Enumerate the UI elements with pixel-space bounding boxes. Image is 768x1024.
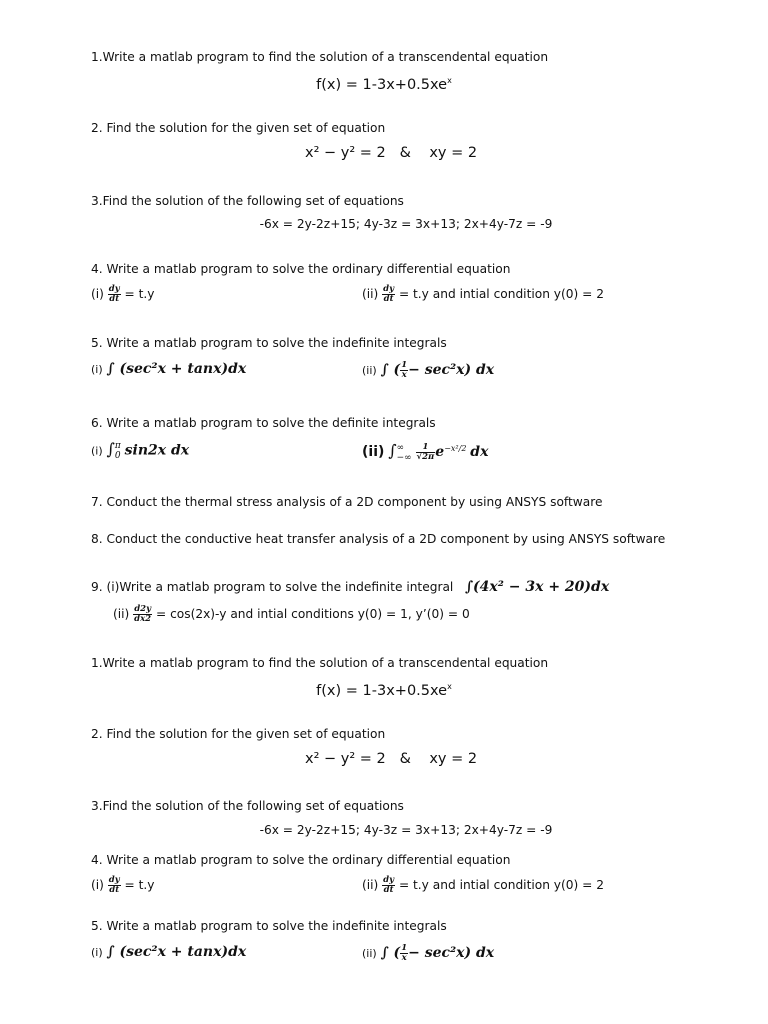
q5-text-repeat: 5. Write a matlab program to solve the indefinite integrals	[91, 919, 447, 933]
q8-text: 8. Conduct the conductive heat transfer analysis of a 2D component by using ANSYS software	[91, 532, 666, 546]
q1-equation-repeat: $f(x) = 1-3x+0.5xe^x$	[316, 682, 452, 699]
q4-part-i: (i) $\frac{dy}{dt}$ = t.y	[91, 284, 155, 304]
q4-text: 4. Write a matlab program to solve the ordinary differential equation	[91, 262, 511, 276]
q2-text: 2. Find the solution for the given set of equation	[91, 121, 386, 135]
q9-part-i: 9. (i)Write a matlab program to solve the indefinite integral ∫(4x² − 3x + 20)dx	[91, 579, 610, 595]
q4-part-ii: (ii) $\frac{dy}{dt}$ = t.y and intial condition y(0) = 2	[362, 284, 604, 304]
q3-text-repeat: 3.Find the solution of the following set of equations	[91, 799, 404, 813]
q2-equation: x² − y² = 2 & xy = 2	[305, 145, 478, 161]
q1-equation: $f(x) = 1-3x+0.5xe^x$	[316, 76, 452, 93]
q1-text-repeat: 1.Write a matlab program to find the solution of a transcendental equation	[91, 656, 549, 670]
q2-equation-repeat: x² − y² = 2 & xy = 2	[305, 751, 478, 767]
q4-part-i-repeat: (i) $\frac{dy}{dt}$ = t.y	[91, 875, 155, 895]
q5-part-i: (i) ∫ (sec²x + tanx)dx	[91, 361, 247, 377]
q9-part-ii: (ii) $\frac{d2y}{dx2}$ = cos(2x)-y and intial conditions y(0) = 1, y’(0) = 0	[113, 604, 470, 624]
q5-part-ii: (ii) ∫ ( $\frac{1}{x}$ − sec²x) dx	[362, 360, 495, 380]
q6-part-ii: (ii) ∫ ∞ −∞ $\frac{1}{√2\pi}$ $e^{-x^2/2}$ dx	[362, 441, 489, 463]
q3-equation-repeat: -6x = 2y-2z+15; 4y-3z = 3x+13; 2x+4y-7z = -9	[259, 823, 553, 837]
q5-part-ii-repeat: (ii) ∫ ( $\frac{1}{x}$ − sec²x) dx	[362, 943, 495, 963]
q7-text: 7. Conduct the thermal stress analysis of a 2D component by using ANSYS software	[91, 495, 603, 509]
q2-text-repeat: 2. Find the solution for the given set of equation	[91, 727, 386, 741]
q6-part-i: (i) ∫ π 0 sin2x dx	[91, 439, 190, 461]
q1-text: 1.Write a matlab program to find the solution of a transcendental equation	[91, 50, 549, 64]
q4-part-ii-repeat: (ii) $\frac{dy}{dt}$ = t.y and intial condition y(0) = 2	[362, 875, 604, 895]
q3-equation: -6x = 2y-2z+15; 4y-3z = 3x+13; 2x+4y-7z = -9	[259, 217, 553, 231]
q5-text: 5. Write a matlab program to solve the indefinite integrals	[91, 336, 447, 350]
q4-text-repeat: 4. Write a matlab program to solve the ordinary differential equation	[91, 853, 511, 867]
q6-text: 6. Write a matlab program to solve the definite integrals	[91, 416, 436, 430]
q3-text: 3.Find the solution of the following set of equations	[91, 194, 404, 208]
q5-part-i-repeat: (i) ∫ (sec²x + tanx)dx	[91, 944, 247, 960]
